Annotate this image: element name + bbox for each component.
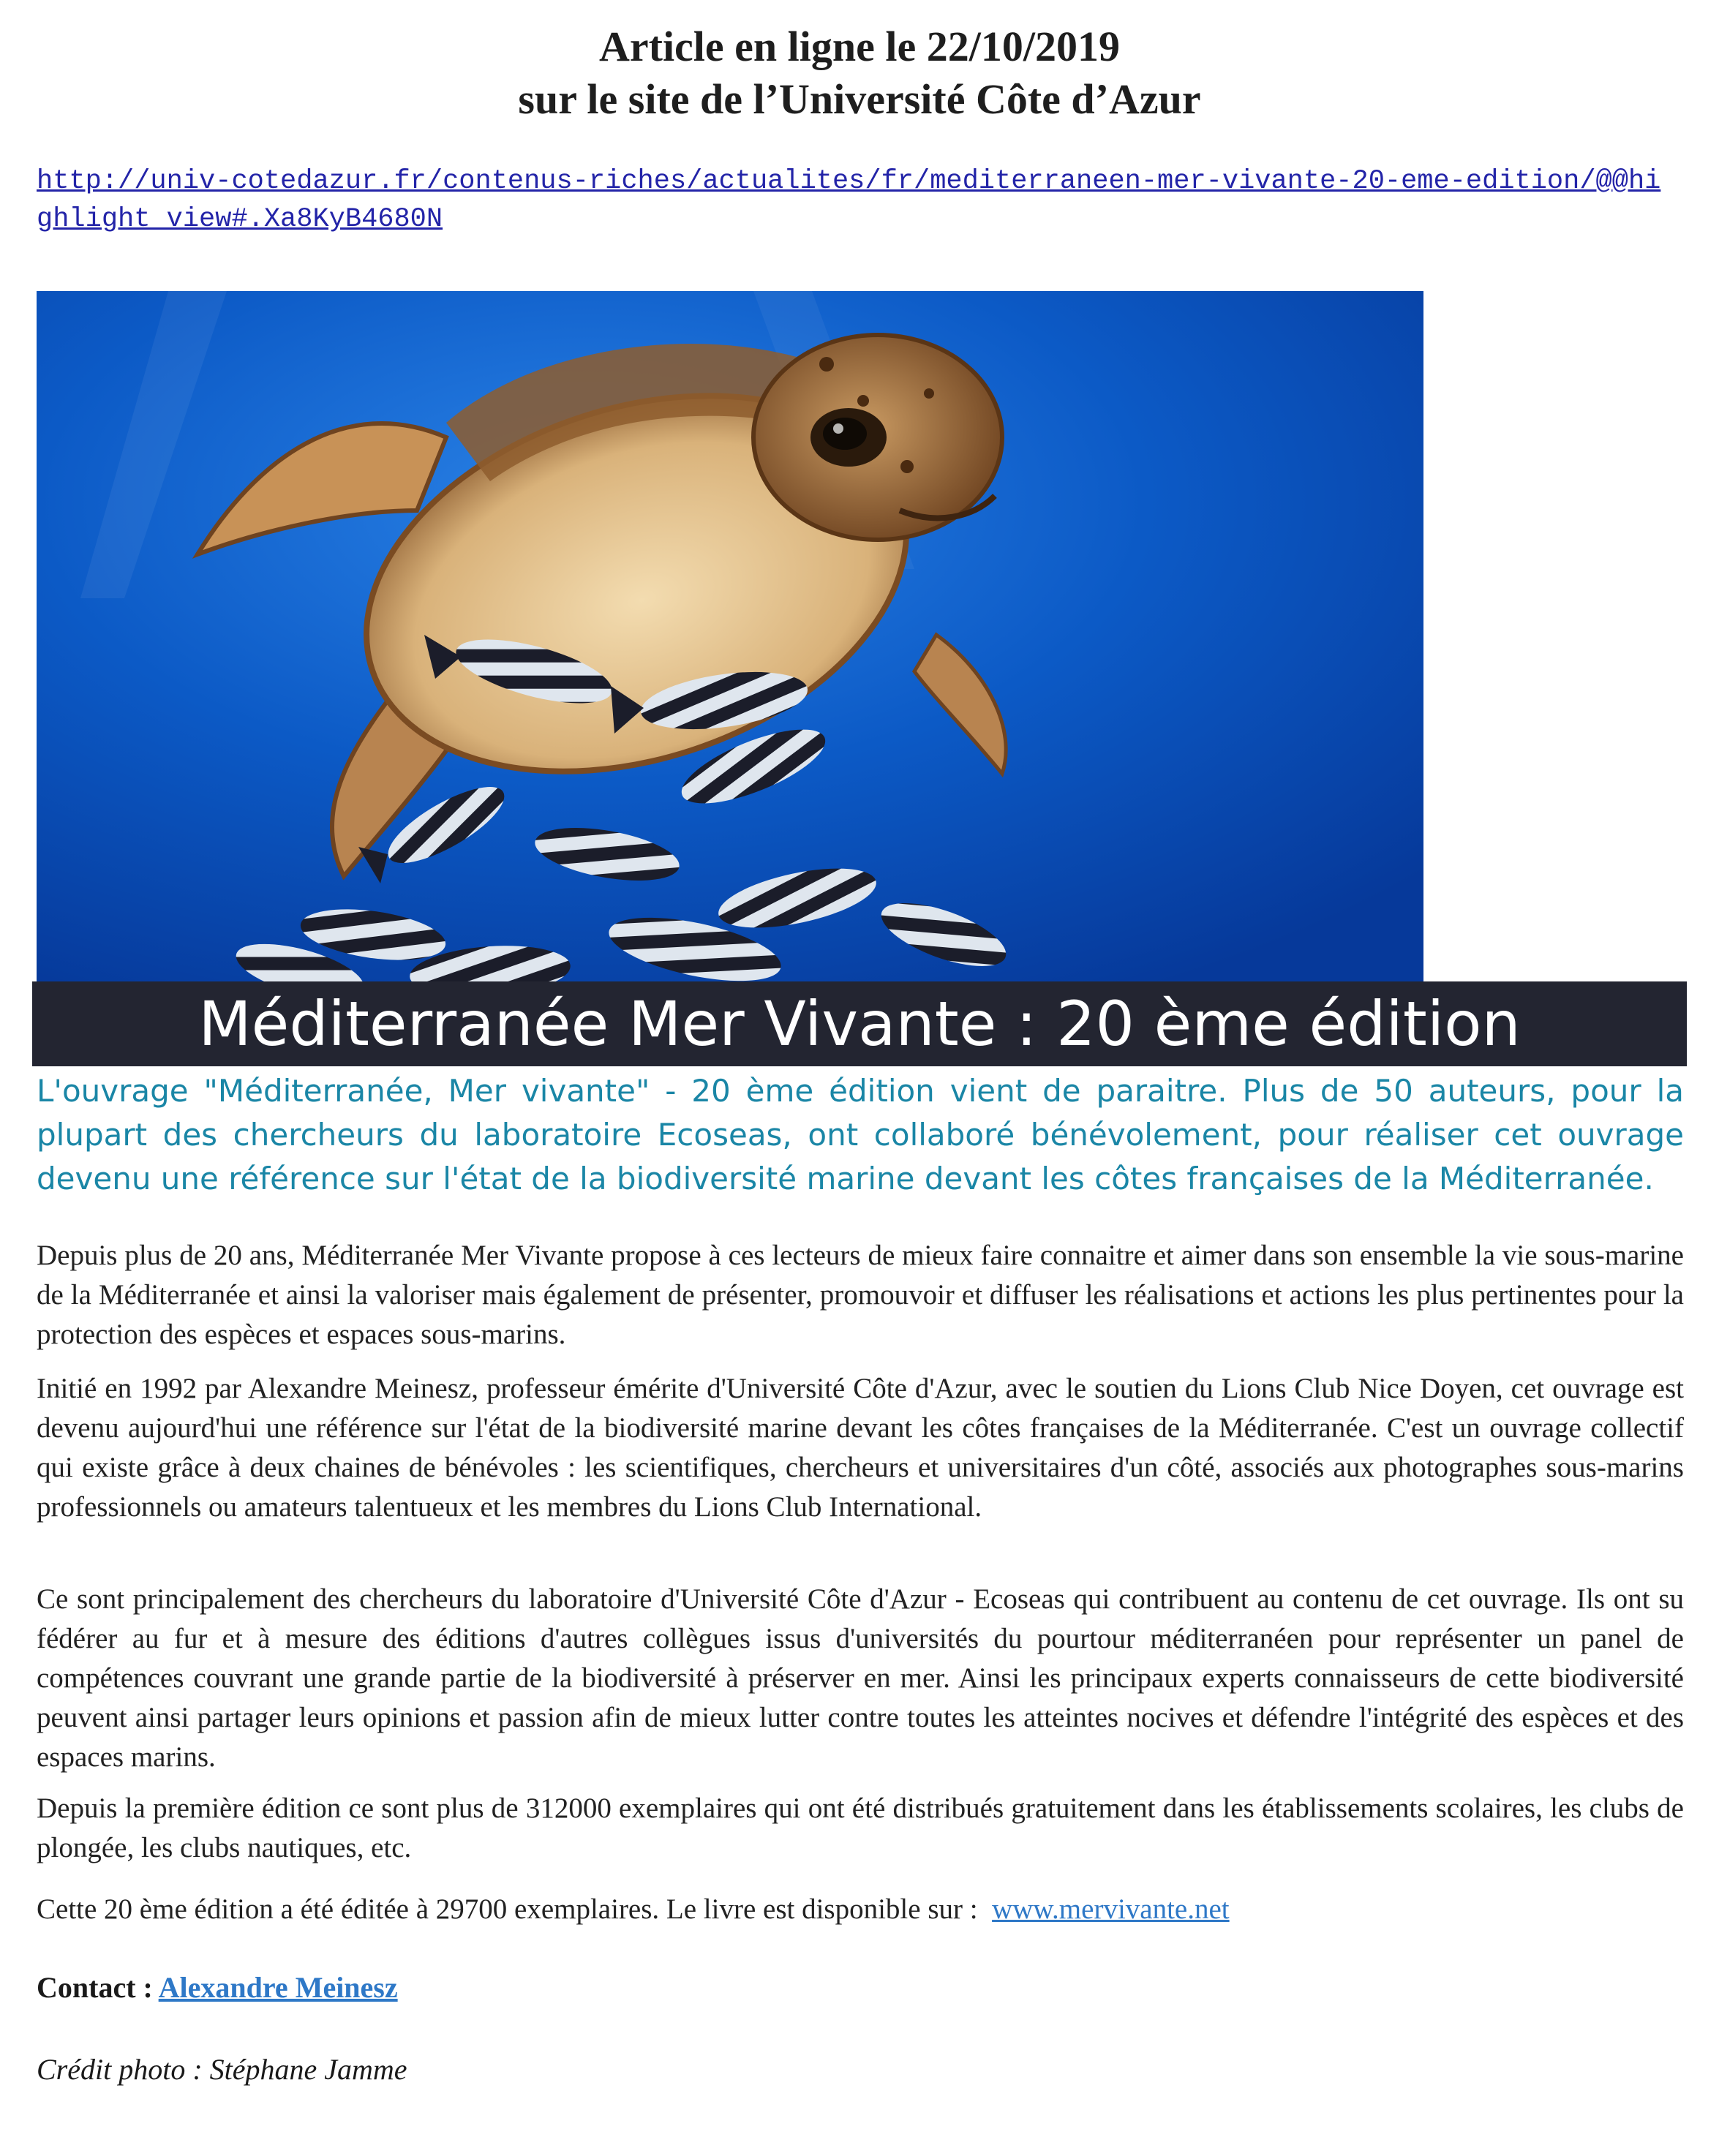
hero-photo: [37, 291, 1423, 993]
body-paragraph: Depuis plus de 20 ans, Méditerranée Mer Vivante propose à ces lecteurs de mieux faire connaitre et aimer dans son ensemble la vie sous-marine de la Méditerranée et ainsi la valoriser mais également de présenter, promouvoir et diffuser les réalisations et actions les plus pertinentes pour la protection des espèces et espaces sous-marins.: [37, 1240, 1684, 1350]
body-paragraph: Depuis la première édition ce sont plus de 312000 exemplaires qui ont été distribués gratuitement dans les établissements scolaires, les clubs de plongée, les clubs nautiques, etc.: [37, 1793, 1684, 1863]
body-paragraph: Ce sont principalement des chercheurs du laboratoire d'Université Côte d'Azur - Ecoseas qui contribuent au contenu de cet ouvrage. Ils ont su fédérer au fur et à mesure des éditions d'autres collègues issus d'universités du pourtour méditerranéen pour représenter un panel de compétences couvrant une grande partie de la biodiversité à préserver en mer. Ainsi les principaux experts connaisseurs de cette biodiversité peuvent ainsi partager leurs opinions et passion afin de mieux lutter contre toutes les atteintes nocives et défendre l'intégrité des espèces et des espaces marins.: [37, 1583, 1684, 1773]
mervivante-link[interactable]: www.mervivante.net: [992, 1893, 1230, 1925]
article-title-banner: [32, 981, 1687, 1066]
body-paragraph: Initié en 1992 par Alexandre Meinesz, professeur émérite d'Université Côte d'Azur, avec le soutien du Lions Club Nice Doyen, cet ouvrage est devenu aujourd'hui une référence sur l'état de la biodiversité marine devant les côtes françaises de la Méditerranée. C'est un ouvrage collectif qui existe grâce à deux chaines de bénévoles : les scientifiques, chercheurs et universitaires d'un côté, associés aux photographes sous-marins professionnels ou amateurs talentueux et les membres du Lions Club International.: [37, 1373, 1684, 1523]
source-url-link[interactable]: http://univ-cotedazur.fr/contenus-riches/actualites/fr/mediterraneen-mer-vivante-20-eme-edition/@@highlight_view#.Xa8KyB4680N: [37, 166, 1661, 235]
sea-turtle-with-pilot-fish-icon: [37, 291, 1423, 993]
availability-text: Cette 20 ème édition a été éditée à 29700 exemplaires. Le livre est disponible sur :: [37, 1893, 978, 1925]
availability-paragraph: [37, 1890, 1684, 1929]
article-lead: L'ouvrage "Méditerranée, Mer vivante" - 20 ème édition vient de paraitre. Plus de 50 auteurs, pour la plupart des chercheurs du laboratoire Ecoseas, ont collaboré bénévolement, pour réaliser cet ouvrage devenu une référence sur l'état de la biodiversité marine devant les côtes françaises de la Méditerranée.: [37, 1073, 1684, 1196]
article-title: Méditerranée Mer Vivante : 20 ème édition: [198, 988, 1521, 1060]
contact-label: Contact :: [37, 1971, 153, 2004]
photo-credit: Crédit photo : Stéphane Jamme: [37, 2053, 407, 2086]
article-source-heading: sur le site de l’Université Côte d’Azur: [518, 75, 1201, 123]
article-date-heading: Article en ligne le 22/10/2019: [599, 23, 1120, 70]
contact-name-link[interactable]: Alexandre Meinesz: [158, 1971, 398, 2004]
contact-line: [37, 1970, 398, 2005]
